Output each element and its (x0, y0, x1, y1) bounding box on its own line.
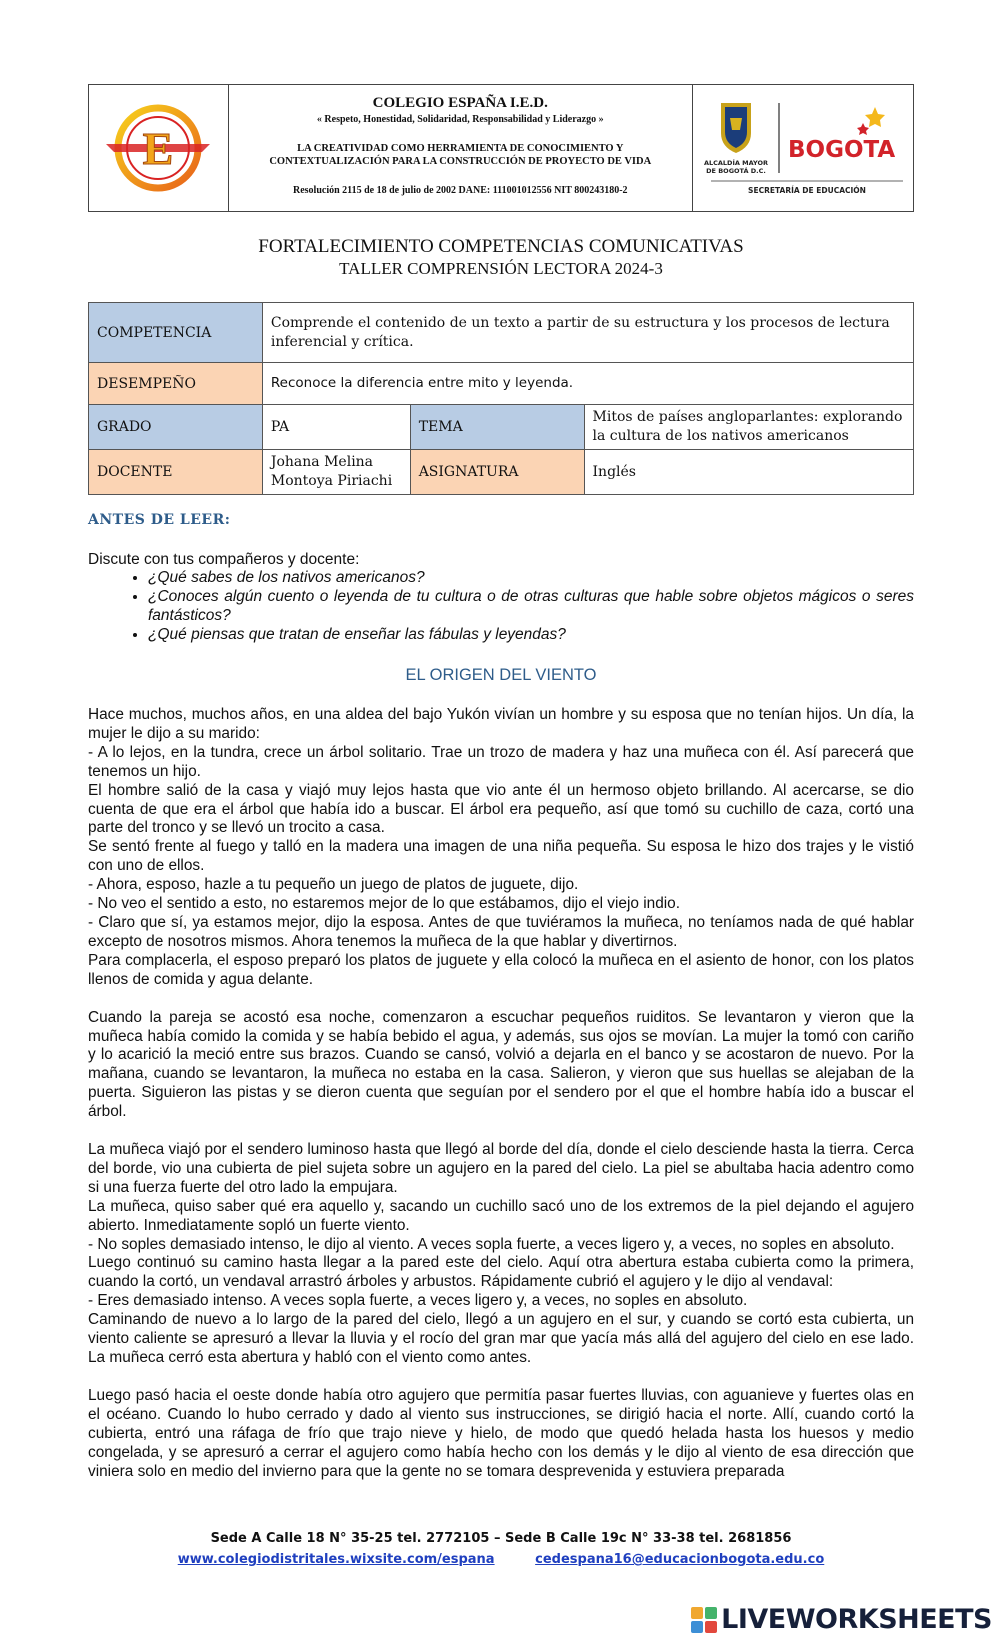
story-body (88, 706, 914, 1481)
pre-reading-questions (88, 568, 914, 644)
svg-text:DE BOGOTÁ D.C.: DE BOGOTÁ D.C. (706, 167, 766, 175)
story-paragraph: Se sentó frente al fuego y talló en la madera una imagen de una niña pequeña. Su esposa le hizo dos trajes y le vistió con uno de ellos. (88, 838, 914, 875)
svg-text:SECRETARÍA DE EDUCACIÓN: SECRETARÍA DE EDUCACIÓN (748, 186, 866, 195)
footer-links (88, 1552, 914, 1567)
grado-value: PA (262, 405, 410, 450)
row-desempeno (89, 363, 914, 405)
title-line-1: FORTALECIMIENTO COMPETENCIAS COMUNICATIVAS (258, 236, 744, 257)
title-line-2: TALLER COMPRENSIÓN LECTORA 2024-3 (339, 259, 663, 278)
school-values: « Respeto, Honestidad, Solidaridad, Responsabilidad y Liderazgo » (316, 114, 604, 125)
story-paragraph: Caminando de nuevo a lo largo de la pared del cielo, llegó a un agujero en el sur, y cuando se cortó esta cubierta, un viento caliente se apresuró a llevar la lluvia y el rocío del gran mar que yacía más allá del agujero del cielo en ese lado. La muñeca cerró esta abertura y habló con el viento como antes. (88, 1311, 914, 1366)
paragraph-gap (88, 1122, 914, 1141)
docente-label: DOCENTE (89, 450, 263, 495)
watermark-text: LIVEWORKSHEETS (721, 1604, 992, 1635)
row-grado (89, 405, 914, 450)
school-logo (89, 85, 229, 211)
story-paragraph: - Eres demasiado intenso. A veces sopla fuerte, a veces ligero y, a veces, no soples en absoluto. (88, 1292, 748, 1310)
grado-label: GRADO (89, 405, 263, 450)
question-item: • ¿Qué piensas que tratan de enseñar las fábulas y leyendas? (148, 625, 914, 644)
liveworksheets-logo-icon (691, 1607, 717, 1633)
story-paragraph: La muñeca viajó por el sendero luminoso hasta que llegó al borde del día, donde el cielo desciende hasta la tierra. Cerca del borde, vio una cubierta de piel sujeta sobre un agujero en la pared del cielo. La piel se abultaba hacia adentro como si una fuerza fuerte del otro lado la empujara. (88, 1141, 914, 1196)
liveworksheets-watermark (691, 1604, 992, 1635)
school-header (88, 84, 914, 212)
story-paragraph: Luego pasó hacia el oeste donde había otro agujero que permitía pasar fuertes lluvias, con aguanieve y fuertes olas en el océano. Cuando lo hubo cerrado y dado al viento sus instrucciones, se dirigió hacia el norte. Allí, cuando cortó la cubierta, entró una ráfaga de frío que trajo nieve y hielo, de modo que quedó helada hasta los huesos y medio congelada, y se apresuró a cerrar el agujero como había hecho con los demás y le dijo al viento de esa dirección que viniera solo en medio del invierno para que la gente no se tomara desprevenida y estuviera preparada (88, 1386, 914, 1480)
bogota-logo-area (693, 85, 913, 211)
story-title: EL ORIGEN DEL VIENTO (405, 666, 597, 684)
docente-value: Johana Melina Montoya Piriachi (262, 450, 410, 495)
info-table (88, 302, 914, 495)
story-paragraph: Luego continuó su camino hasta llegar a la pared este del cielo. Aquí otra abertura estaba cubierta como la primera, cuando la cortó, un vendaval arrastró árboles y arbustos. Rápidamente cubrió el agujero y le dijo al vendaval: (88, 1254, 914, 1291)
motto-line-1: LA CREATIVIDAD COMO HERRAMIENTA DE CONOCIMIENTO Y (297, 143, 624, 154)
story-paragraph: Para complacerla, el esposo preparó los platos de juguete y ella colocó la muñeca en el asiento de honor, con los platos llenos de comida y agua delante. (88, 951, 914, 988)
pre-reading-intro: Discute con tus compañeros y docente: (88, 551, 360, 568)
story-paragraph: Cuando la pareja se acostó esa noche, comenzaron a escuchar pequeños ruiditos. Se levantaron y vieron que la muñeca había comido la comida y se había bebido el agua, y además, sus ojos se movían. La mujer la tomó con cariño y lo acarició la meció entre sus brazos. Cuando se cansó, volvió a dejarla en el banco y se acostaron de nuevo. Por la mañana, cuando se levantaron, la muñeca no estaba en la casa. Salieron, y vieron que sus huellas se alejaban de la puerta. Siguieron las pistas y se dieron cuenta que seguían por el sendero por el que el hombre había ido a buscar el árbol. (88, 1008, 914, 1121)
svg-text:BOGOTA: BOGOTA (788, 137, 896, 163)
tema-label: TEMA (410, 405, 584, 450)
story-paragraph: El hombre salió de la casa y viajó muy lejos hasta que vio ante él un hermoso objeto brillando. Al acercarse, se dio cuenta de que era el árbol que había ido a buscar. El árbol era pequeño, así que tomó su cuchillo de caza, cortó una parte del tronco y se llevó un trocito a casa. (88, 781, 914, 837)
story-paragraph: Hace muchos, muchos años, en una aldea del bajo Yukón vivían un hombre y su esposa que no tenían hijos. Un día, la mujer le dijo a su marido: (88, 706, 914, 742)
desempeno-label: DESEMPEÑO (89, 363, 263, 405)
footer-address: Sede A Calle 18 N° 35-25 tel. 2772105 – Sede B Calle 19c N° 33-38 tel. 2681856 (210, 1531, 792, 1546)
story-paragraph: - Claro que sí, ya estamos mejor, dijo la esposa. Antes de que tuviéramos la muñeca, no teníamos nada de qué hablar excepto de nosotros mismos. Ahora tenemos la muñeca de la que hablar y divertirnos. (88, 913, 914, 950)
school-resolution: Resolución 2115 de 18 de julio de 2002 DANE: 111001012556 NIT 800243180-2 (292, 185, 628, 196)
desempeno-value: Reconoce la diferencia entre mito y leyenda. (262, 363, 913, 405)
row-docente (89, 450, 914, 495)
paragraph-gap (88, 990, 914, 1009)
asignatura-label: ASIGNATURA (410, 450, 584, 495)
row-competencia (89, 303, 914, 363)
story-paragraph: - No soples demasiado intenso, le dijo al viento. A veces sopla fuerte, a veces ligero y, a veces, no soples en absoluto. (88, 1235, 895, 1253)
school-name: COLEGIO ESPAÑA I.E.D. (372, 95, 548, 111)
motto-line-2: CONTEXTUALIZACIÓN PARA LA CONSTRUCCIÓN DE PROYECTO DE VIDA (269, 156, 652, 167)
svg-text:ALCALDÍA MAYOR: ALCALDÍA MAYOR (703, 159, 769, 167)
story-paragraph: - A lo lejos, en la tundra, crece un árbol solitario. Trae un trozo de madera y haz una muñeca con él. Así parecerá que tenemos un hijo. (88, 743, 914, 780)
asignatura-value: Inglés (584, 450, 913, 495)
website-link[interactable]: www.colegiodistritales.wixsite.com/espana (177, 1552, 495, 1567)
question-item: • ¿Conoces algún cuento o leyenda de tu cultura o de otras culturas que hable sobre objetos mágicos o seres fantásticos? (148, 587, 914, 625)
question-item: • ¿Qué sabes de los nativos americanos? (148, 568, 914, 587)
school-motto (229, 142, 692, 168)
school-logo-icon (98, 98, 218, 198)
competencia-value: Comprende el contenido de un texto a partir de su estructura y los procesos de lectura inferencial y crítica. (262, 303, 913, 363)
tema-value: Mitos de países angloparlantes: explorando la cultura de los nativos americanos (584, 405, 913, 450)
pre-reading-heading: ANTES DE LEER: (88, 512, 231, 528)
competencia-label: COMPETENCIA (89, 303, 263, 363)
bogota-logo-icon (693, 85, 913, 211)
story-paragraph: - No veo el sentido a esto, no estaremos mejor de lo que estábamos, dijo el viejo indio. (88, 895, 681, 913)
story-paragraph: La muñeca, quiso saber qué era aquello y, sacando un cuchillo sacó uno de los extremos de la piel dejando el agujero abierto. Inmediatamente sopló un fuerte viento. (88, 1197, 914, 1234)
paragraph-gap (88, 1368, 914, 1387)
email-link[interactable]: cedespana16@educacionbogota.edu.co (535, 1552, 825, 1567)
school-info (229, 85, 693, 211)
story-paragraph: - Ahora, esposo, hazle a tu pequeño un juego de platos de juguete, dijo. (88, 876, 579, 894)
svg-text:E: E (142, 123, 174, 174)
